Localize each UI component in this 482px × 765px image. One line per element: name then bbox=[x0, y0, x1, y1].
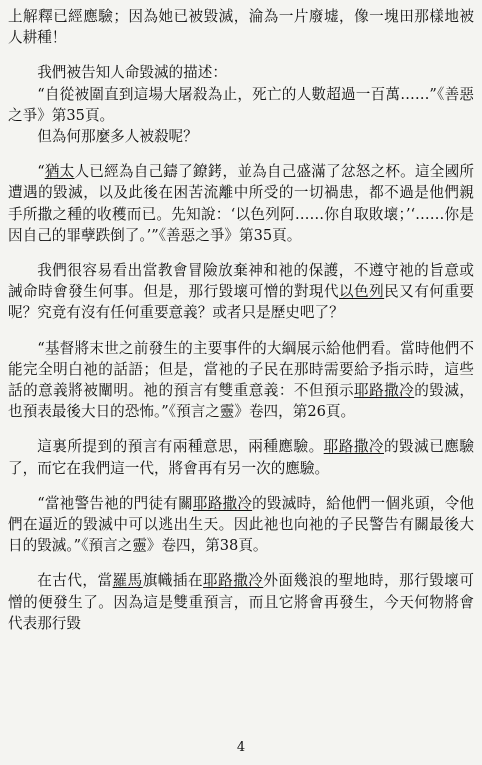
underlined-name: 羅馬 bbox=[112, 572, 143, 590]
text-run: “當祂警告祂的門徒有關 bbox=[37, 494, 193, 512]
text-run: 我們很容易看出當教會冒險放棄神和祂的保護，不遵守祂的旨意或誡命時會發生何事。但是，那行毀壞可憎的對現代 bbox=[8, 262, 474, 301]
paragraph bbox=[8, 436, 474, 478]
paragraph bbox=[8, 570, 474, 634]
quote-paragraph bbox=[8, 493, 474, 557]
text-run: 外面幾浪的聖地時，那行毀壞可憎的便發生了。因為這是雙重預言，而且它將會再發生，今天何物將會代表那行毀 bbox=[8, 572, 474, 632]
text-run: 上解釋已經應驗；因為她已被毀滅，淪為一片廢墟，像一塊田那樣地被人耕種！ bbox=[8, 8, 474, 47]
quote-paragraph bbox=[8, 338, 474, 423]
underlined-name: 耶路撒冷 bbox=[192, 494, 253, 512]
text-run: “ bbox=[37, 163, 45, 181]
text-run: 我們被告知人命毀滅的描述： bbox=[37, 64, 227, 82]
quote-paragraph bbox=[8, 161, 474, 246]
page-number: 4 bbox=[236, 740, 246, 755]
text-run: 這裏所提到的預言有兩種意思，兩種應驗。 bbox=[37, 438, 324, 456]
paragraph bbox=[8, 126, 474, 147]
paragraph bbox=[8, 260, 474, 324]
text-run: 的毀滅已應驗了，而它在我們這一代，將會再有另一次的應驗。 bbox=[8, 438, 474, 477]
text-run: 民又有何重要呢？究竟有沒有任何重要意義？或者只是歷史吧了？ bbox=[8, 283, 474, 322]
paragraph bbox=[8, 6, 474, 48]
quote-paragraph bbox=[8, 84, 474, 126]
paragraph bbox=[8, 62, 474, 83]
underlined-name: 耶路撒冷 bbox=[323, 438, 384, 456]
text-run: 的毀滅，也預表最後大日的恐怖。”《預言之靈》卷四，第26頁。 bbox=[8, 382, 474, 421]
text-run: 旗幟插在 bbox=[142, 572, 204, 590]
text-run: 的毀滅時，給他們一個兆頭，令他們在逼近的毀滅中可以逃出生天。因此祂也向祂的子民警告有關最後大日的毀滅。”《預言之靈》卷四，第38頁。 bbox=[8, 494, 474, 555]
underlined-name: 以色列 bbox=[339, 283, 385, 301]
underlined-name: 耶路撒冷 bbox=[354, 382, 415, 400]
underlined-name: 耶路撒冷 bbox=[203, 572, 264, 590]
underlined-name: 猶太 bbox=[44, 163, 75, 181]
text-run: “基督將末世之前發生的主要事件的大綱展示給他們看。當時他們不能完全明白祂的話語；但是，當祂的子民在那時需要給予指示時，這些話的意義將被闡明。祂的預言有雙重意義：不但預示 bbox=[8, 339, 474, 400]
text-run: “自從被圍直到這場大屠殺為止，死亡的人數超過一百萬……”《善惡之爭》第35頁。 bbox=[8, 85, 474, 124]
text-run: 但為何那麼多人被殺呢？ bbox=[37, 128, 198, 146]
text-run: 在古代，當 bbox=[37, 572, 113, 590]
text-run: 人已經為自己鑄了鐐銬，並為自己盛滿了忿怒之杯。這全國所遭遇的毀滅，以及此後在困苦流離中所受的一切禍患，都不過是他們親手所撒之種的收穫而已。先知說：‘以色列阿……你自取敗壞；’‘……你是因自己的罪孽跌倒了。’”《善惡之爭》第35頁。 bbox=[8, 163, 474, 244]
